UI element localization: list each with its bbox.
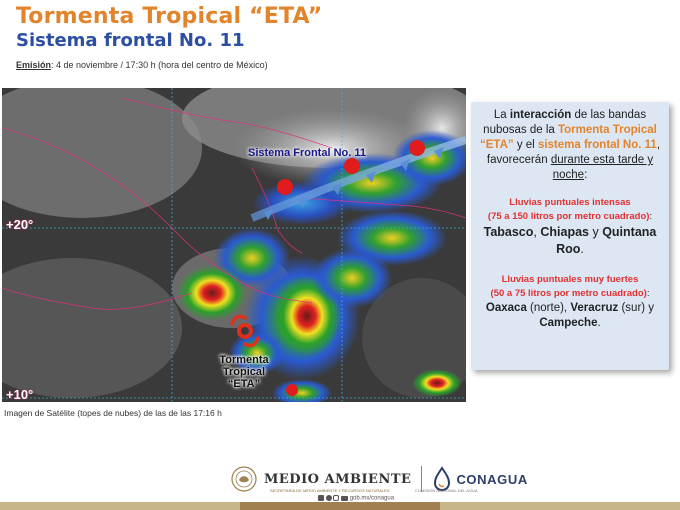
youtube-icon[interactable] (341, 496, 348, 501)
group1-sep1: , (533, 225, 541, 239)
group2-range-line (477, 286, 663, 301)
footer (0, 458, 680, 510)
group1-tail: : (649, 211, 653, 222)
emission-label: Emisión (16, 60, 52, 70)
group2-range: (50 a 75 litros por metro cuadrado) (490, 288, 647, 299)
intro-text-1: La (493, 109, 510, 121)
medio-ambiente-subtitle: SECRETARÍA DE MEDIO AMBIENTE Y RECURSOS NATURALES (270, 488, 390, 493)
intro-storm-name: Tormenta Tropical “ETA” (479, 124, 657, 151)
emission-text: : 4 de noviembre / 17:30 h (hora del centro de México) (51, 60, 268, 70)
group2-tail: : (646, 288, 650, 299)
mexico-seal-icon (230, 465, 258, 493)
conagua-logo: CONAGUA (456, 471, 528, 487)
intro-text-2: de las bandas nubosas de la (483, 109, 647, 136)
latitude-10-label: +10° (6, 387, 34, 402)
place-chiapas: Chiapas (540, 225, 589, 239)
group1-title: Lluvias puntuales intensas (509, 197, 631, 208)
group2-end: . (597, 317, 601, 329)
info-panel (471, 102, 669, 370)
storm-label-line2: Tropical (222, 366, 266, 378)
front-label: Sistema Frontal No. 11 (248, 147, 366, 159)
satellite-map (2, 88, 466, 402)
intro-text-5: : (584, 169, 588, 181)
page-subtitle: Sistema frontal No. 11 (16, 30, 245, 51)
place-oaxaca: Oaxaca (485, 302, 527, 314)
instagram-icon[interactable] (333, 495, 339, 501)
intro-bold: interacción (509, 109, 572, 121)
medio-ambiente-logo: MEDIO AMBIENTE (264, 471, 412, 487)
place-veracruz: Veracruz (570, 302, 619, 314)
image-caption: Imagen de Satélite (topes de nubes) de las de las 17:16 h (4, 408, 222, 418)
footer-bar-accent (240, 502, 440, 510)
facebook-icon[interactable] (318, 495, 324, 501)
info-intro (477, 108, 663, 183)
group2-note2: (sur) y (618, 302, 655, 314)
group1-places (477, 224, 663, 258)
place-tabasco: Tabasco (483, 225, 534, 239)
social-links (318, 495, 394, 502)
storm-label-line1: Tormenta (219, 354, 269, 366)
intro-front-name: sistema frontal No. 11 (537, 139, 657, 151)
group1-range-line (477, 209, 663, 224)
group1-range: (75 a 150 litros por metro cuadrado) (487, 211, 650, 222)
group2-places (477, 301, 663, 331)
intro-text-4: , favorecerán (486, 139, 661, 166)
place-campeche: Campeche (539, 317, 598, 329)
social-url[interactable]: gob.mx/conagua (349, 495, 395, 502)
group1-end: . (580, 242, 584, 256)
footer-bar (0, 502, 680, 510)
intro-text-3: y el (513, 139, 538, 151)
emission-line (16, 60, 268, 70)
storm-label-line3: “ETA” (227, 378, 261, 390)
latitude-20-label: +20° (6, 217, 34, 232)
place-quintana-roo: Quintana Roo (556, 225, 657, 256)
group2-title: Lluvias puntuales muy fuertes (501, 274, 639, 285)
intro-when: durante esta tarde y noche (550, 154, 654, 181)
page-title: Tormenta Tropical “ETA” (16, 4, 323, 29)
group1-sep2: y (589, 225, 603, 239)
storm-label (208, 354, 280, 390)
group2-note1: (norte), (526, 302, 571, 314)
twitter-icon[interactable] (326, 495, 332, 501)
conagua-subtitle: COMISIÓN NACIONAL DEL AGUA (415, 488, 478, 493)
